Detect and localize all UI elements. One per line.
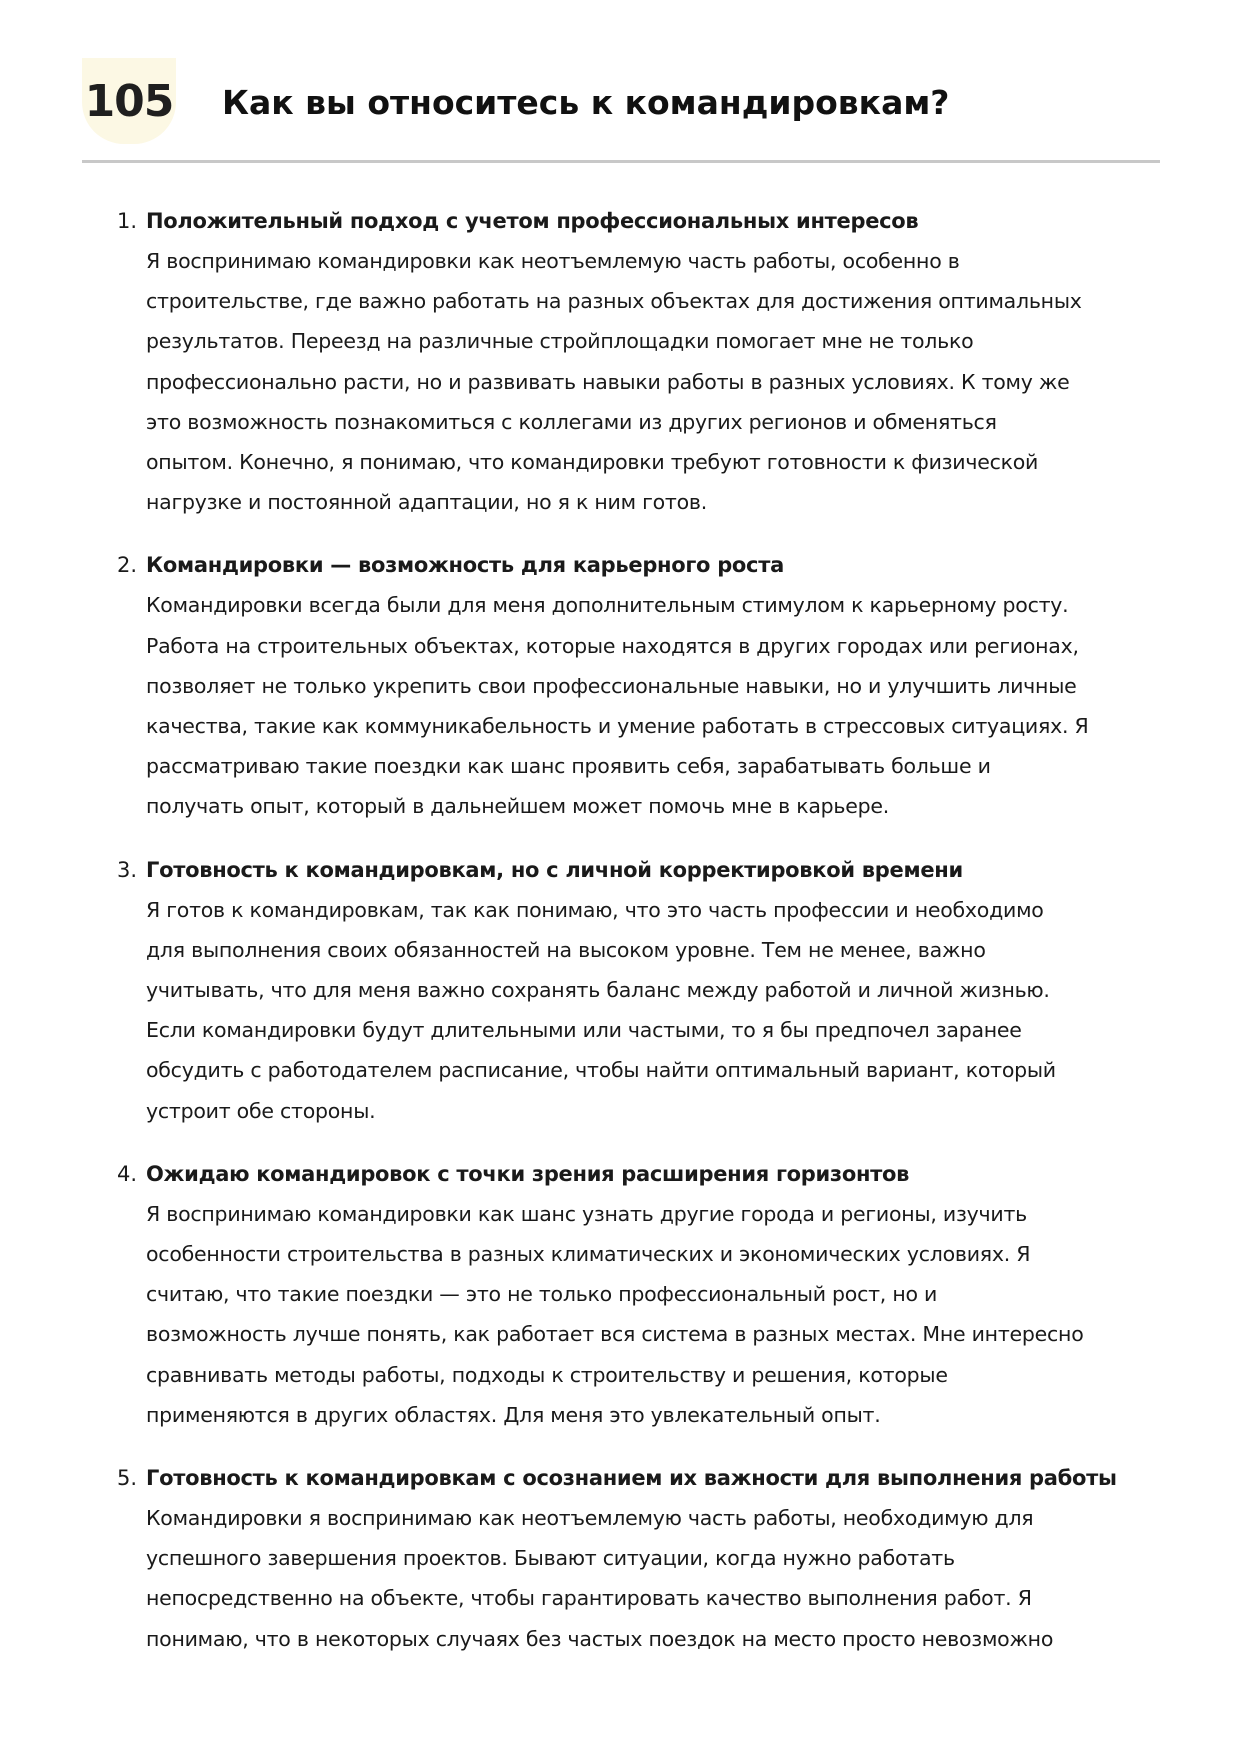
text-line: учитывать, что для меня важно сохранять баланс между работой и личной жизнью.	[146, 978, 1050, 1003]
text-line: опытом. Конечно, я понимаю, что командировки требуют готовности к физической	[146, 450, 1039, 475]
answer-list	[117, 201, 1167, 1682]
answer-item-5	[117, 1458, 1167, 1659]
page-title: Как вы относитесь к командировкам?	[222, 83, 950, 122]
text-line: устроит обе стороны.	[146, 1098, 376, 1123]
text-line: результатов. Переезд на различные стройплощадки помогает мне не только	[146, 329, 974, 354]
text-line: понимаю, что в некоторых случаях без частых поездок на место просто невозможно	[146, 1626, 1054, 1651]
text-line: обсудить с работодателем расписание, чтобы найти оптимальный вариант, который	[146, 1058, 1056, 1083]
text-line: Если командировки будут длительными или частыми, то я бы предпочел заранее	[146, 1018, 1022, 1043]
text-line: Командировки всегда были для меня дополнительным стимулом к карьерному росту.	[146, 593, 1069, 618]
answer-number: 2.	[117, 553, 138, 578]
answer-title: Положительный подход с учетом профессиональных интересов	[146, 209, 919, 233]
answer-text	[146, 585, 1167, 826]
text-line: сравнивать методы работы, подходы к строительству и решения, которые	[146, 1362, 948, 1387]
text-line: нагрузке и постоянной адаптации, но я к ним готов.	[146, 490, 707, 515]
text-line: особенности строительства в разных климатических и экономических условиях. Я	[146, 1242, 1031, 1267]
text-line: Я воспринимаю командировки как шанс узнать другие города и регионы, изучить	[146, 1201, 1027, 1226]
text-line: качества, такие как коммуникабельность и умение работать в стрессовых ситуациях. Я	[146, 714, 1089, 739]
text-line: строительстве, где важно работать на разных объектах для достижения оптимальных	[146, 289, 1082, 314]
answer-text	[146, 241, 1167, 522]
answer-item-4	[117, 1154, 1167, 1435]
answer-title: Готовность к командировкам с осознанием их важности для выполнения работы	[146, 1466, 1117, 1491]
text-line: Я воспринимаю командировки как неотъемлемую часть работы, особенно в	[146, 249, 960, 273]
answer-text	[146, 890, 1167, 1131]
question-number: 105	[84, 76, 174, 127]
text-line: непосредственно на объекте, чтобы гарантировать качество выполнения работ. Я	[146, 1586, 1032, 1611]
answer-number: 4.	[117, 1161, 138, 1186]
answer-item-3	[117, 850, 1167, 1131]
text-line: Я готов к командировкам, так как понимаю, что это часть профессии и необходимо	[146, 897, 1044, 922]
answer-title: Готовность к командировкам, но с личной корректировкой времени	[146, 857, 963, 882]
text-line: Командировки я воспринимаю как неотъемлемую часть работы, необходимую для	[146, 1506, 1034, 1531]
answer-number: 1.	[117, 209, 138, 233]
question-number-badge	[82, 58, 176, 144]
answer-number: 3.	[117, 857, 138, 882]
answer-title: Командировки — возможность для карьерного роста	[146, 553, 784, 578]
text-line: это возможность познакомиться с коллегами из других регионов и обменяться	[146, 409, 997, 434]
answer-number: 5.	[117, 1466, 138, 1491]
text-line: позволяет не только укрепить свои профессиональные навыки, но и улучшить личные	[146, 673, 1077, 698]
text-line: профессионально расти, но и развивать навыки работы в разных условиях. К тому же	[146, 369, 1070, 394]
answer-item-2	[117, 545, 1167, 826]
text-line: успешного завершения проектов. Бывают ситуации, когда нужно работать	[146, 1546, 955, 1571]
answer-title: Ожидаю командировок с точки зрения расширения горизонтов	[146, 1161, 910, 1186]
text-line: рассматриваю такие поездки как шанс проявить себя, зарабатывать больше и	[146, 754, 991, 779]
text-line: считаю, что такие поездки — это не только профессиональный рост, но и	[146, 1282, 938, 1307]
text-line: для выполнения своих обязанностей на высоком уровне. Тем не менее, важно	[146, 937, 986, 962]
page-header	[82, 58, 1160, 163]
text-line: получать опыт, который в дальнейшем может помочь мне в карьере.	[146, 794, 890, 819]
answer-text	[146, 1194, 1167, 1435]
text-line: возможность лучше понять, как работает вся система в разных местах. Мне интересно	[146, 1322, 1084, 1347]
answer-item-1	[117, 201, 1167, 522]
answer-text	[146, 1498, 1167, 1659]
text-line: применяются в других областях. Для меня это увлекательный опыт.	[146, 1402, 881, 1427]
text-line: Работа на строительных объектах, которые находятся в других городах или регионах,	[146, 633, 1079, 658]
